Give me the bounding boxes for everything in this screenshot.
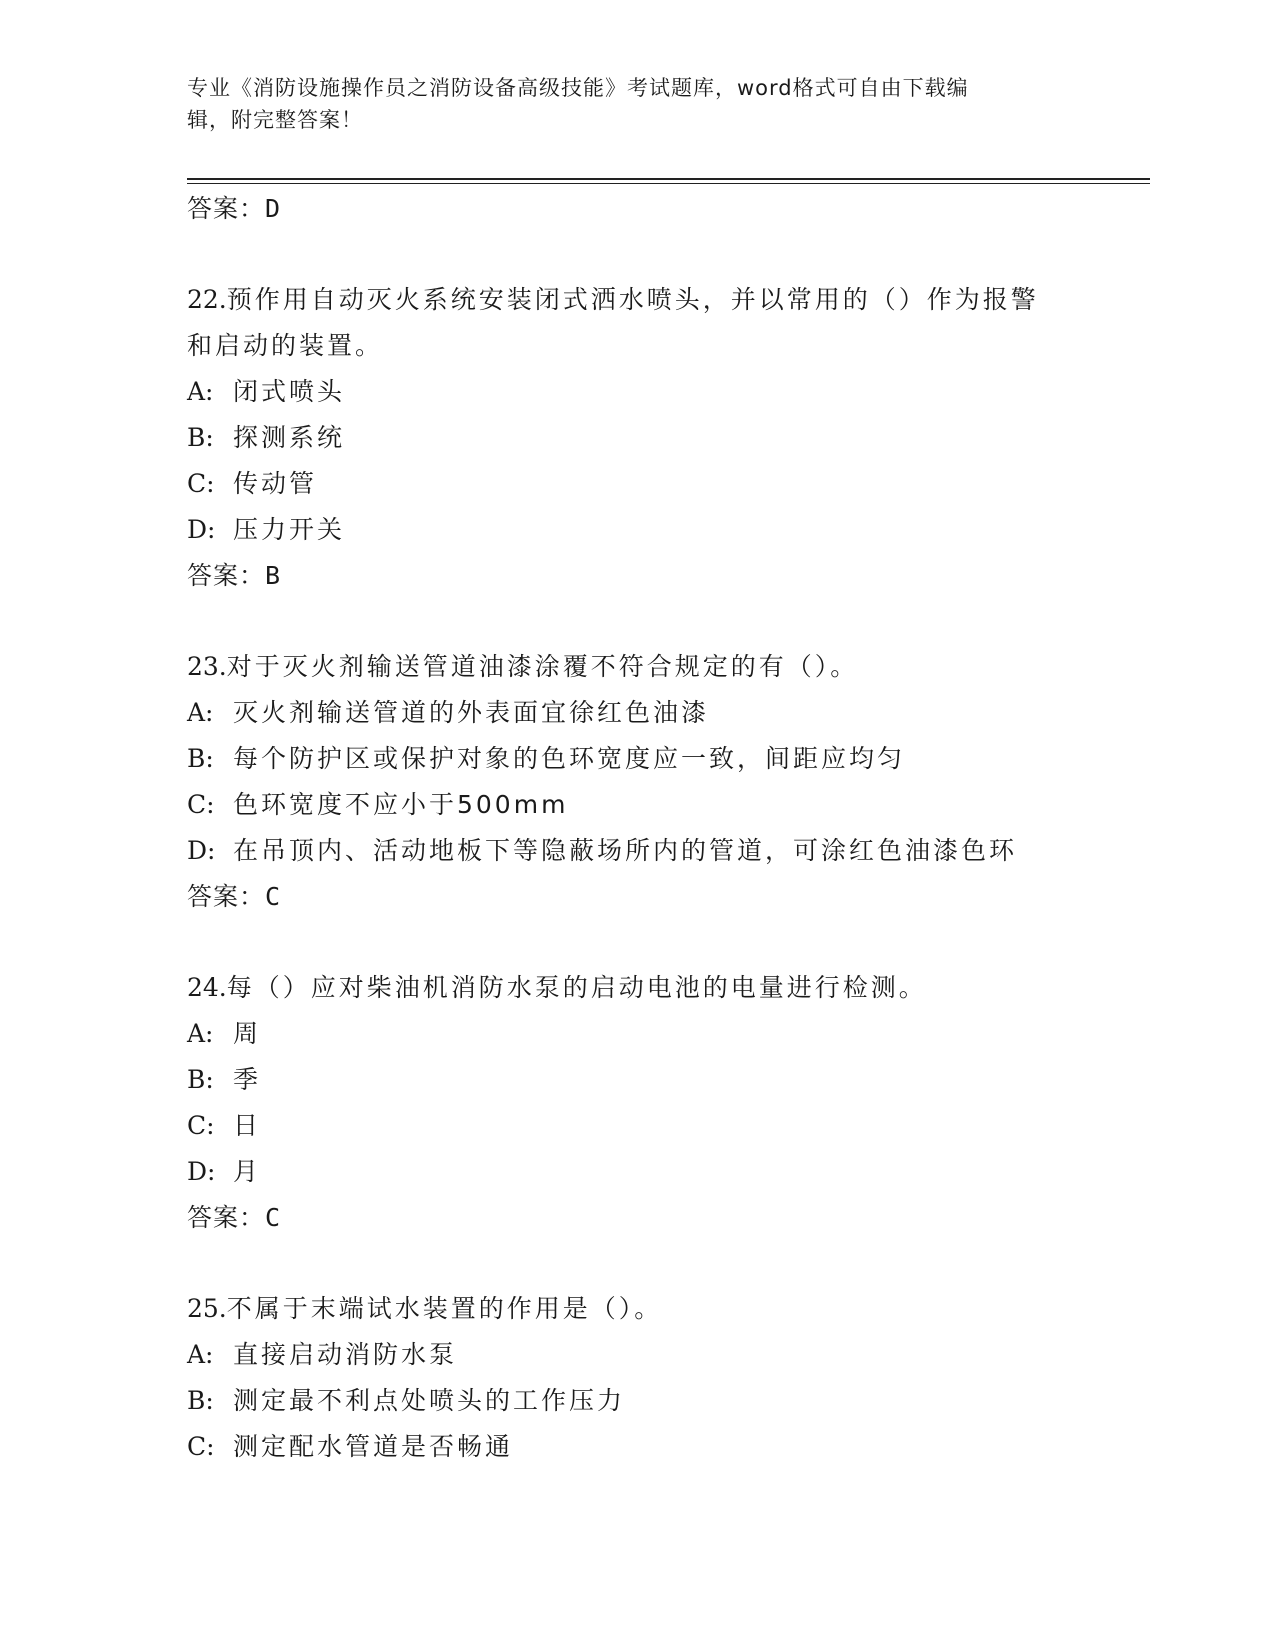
option-key: B: [187, 1386, 214, 1415]
header-divider-thick [187, 178, 1150, 180]
option-key: A: [187, 698, 214, 727]
question-number: 22. [187, 285, 227, 314]
option-text: 周 [233, 1019, 262, 1048]
header-line-2: 辑，附完整答案！ [187, 108, 363, 132]
answer-line [187, 874, 1150, 920]
question-number: 24. [187, 973, 227, 1002]
option-text: 色环宽度不应小于500mm [233, 790, 569, 819]
option-text: 季 [233, 1065, 262, 1094]
question-number: 23. [187, 652, 227, 681]
option-key: B: [187, 423, 214, 452]
option-c [187, 461, 1150, 507]
option-a [187, 369, 1150, 415]
answer-value: C [265, 1203, 282, 1232]
option-text: 日 [233, 1111, 262, 1140]
option-text: 闭式喷头 [233, 377, 346, 406]
option-b [187, 1057, 1150, 1103]
option-text: 每个防护区或保护对象的色环宽度应一致，间距应均匀 [233, 744, 906, 773]
answer-line [187, 186, 1150, 232]
option-text: 在吊顶内、活动地板下等隐蔽场所内的管道，可涂红色油漆色环 [233, 836, 1018, 865]
question-stem-continuation: 和启动的装置。 [187, 331, 384, 360]
question-stem-text: 不属于末端试水装置的作用是（）。 [226, 1294, 663, 1323]
option-key: C: [187, 1111, 215, 1140]
question-stem [187, 1286, 1150, 1332]
option-key: D: [187, 515, 216, 544]
spacer [187, 1241, 1150, 1286]
option-key: D: [187, 836, 216, 865]
option-key: B: [187, 744, 214, 773]
option-c [187, 1103, 1150, 1149]
option-key: C: [187, 1432, 215, 1461]
answer-label: 答案： [187, 1203, 266, 1232]
option-b [187, 415, 1150, 461]
option-d [187, 1149, 1150, 1195]
option-text: 直接启动消防水泵 [233, 1340, 458, 1369]
spacer [187, 599, 1150, 644]
answer-line [187, 553, 1150, 599]
option-d [187, 507, 1150, 553]
option-key: A: [187, 1019, 214, 1048]
question-stem-text: 预作用自动灭火系统安装闭式洒水喷头，并以常用的（）作为报警 [226, 285, 1039, 314]
option-key: B: [187, 1065, 214, 1094]
question-stem [187, 277, 1150, 323]
option-b [187, 736, 1150, 782]
spacer [187, 920, 1150, 965]
document-header [187, 72, 1067, 136]
question-stem [187, 644, 1150, 690]
question-number: 25. [187, 1294, 227, 1323]
option-key: A: [187, 377, 214, 406]
question-block [187, 277, 1150, 599]
question-stem [187, 965, 1150, 1011]
option-key: C: [187, 469, 215, 498]
option-key: A: [187, 1340, 214, 1369]
option-a [187, 690, 1150, 736]
option-b [187, 1378, 1150, 1424]
option-d [187, 828, 1150, 874]
answer-line [187, 1195, 1150, 1241]
option-c [187, 782, 1150, 828]
question-block [187, 644, 1150, 920]
answer-label: 答案： [187, 194, 266, 223]
option-text: 压力开关 [233, 515, 346, 544]
header-divider-thin [187, 183, 1150, 184]
option-key: C: [187, 790, 215, 819]
question-stem-text: 每（）应对柴油机消防水泵的启动电池的电量进行检测。 [226, 973, 927, 1002]
spacer [187, 232, 1150, 277]
answer-value: C [265, 882, 282, 911]
option-text: 传动管 [233, 469, 318, 498]
answer-label: 答案： [187, 882, 266, 911]
option-text: 灭火剂输送管道的外表面宜徐红色油漆 [233, 698, 710, 727]
option-a [187, 1011, 1150, 1057]
option-a [187, 1332, 1150, 1378]
answer-value: B [265, 561, 282, 590]
option-text: 探测系统 [233, 423, 346, 452]
option-text: 月 [233, 1157, 262, 1186]
question-list [187, 186, 1150, 1470]
question-stem-text: 对于灭火剂输送管道油漆涂覆不符合规定的有（）。 [226, 652, 859, 681]
question-block [187, 965, 1150, 1241]
option-text: 测定最不利点处喷头的工作压力 [233, 1386, 626, 1415]
answer-value: D [265, 194, 282, 223]
question-block [187, 1286, 1150, 1470]
option-c [187, 1424, 1150, 1470]
option-key: D: [187, 1157, 216, 1186]
option-text: 测定配水管道是否畅通 [233, 1432, 514, 1461]
answer-label: 答案： [187, 561, 266, 590]
header-line-1: 专业《消防设施操作员之消防设备高级技能》考试题库，word格式可自由下载编 [187, 76, 969, 100]
